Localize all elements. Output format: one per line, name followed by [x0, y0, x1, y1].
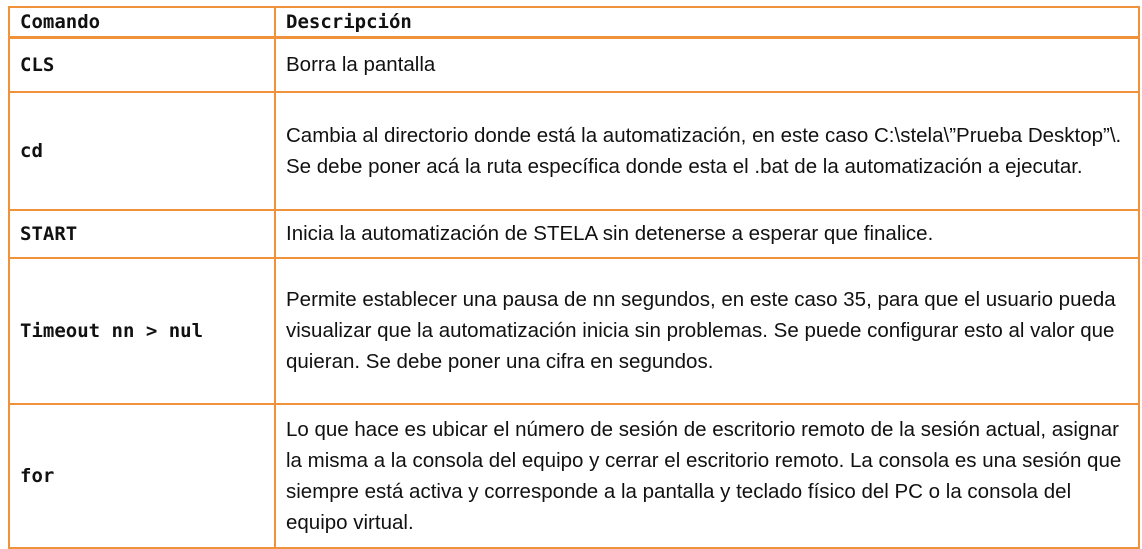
- description-cell: Cambia al directorio donde está la automatización, en este caso C:\stela\”Prueba Desktop”\. Se debe poner acá la ruta específica donde esta el .bat de la automatización a ejecutar.: [275, 92, 1139, 210]
- commands-table: [8, 6, 1140, 549]
- table-row: [9, 404, 1139, 548]
- description-cell: Inicia la automatización de STELA sin detenerse a esperar que finalice.: [275, 210, 1139, 258]
- command-cell: for: [9, 404, 275, 548]
- description-cell: Borra la pantalla: [275, 38, 1139, 92]
- command-cell: START: [9, 210, 275, 258]
- table-row: [9, 38, 1139, 92]
- description-cell: Lo que hace es ubicar el número de sesión de escritorio remoto de la sesión actual, asignar la misma a la consola del equipo y cerrar el escritorio remoto. La consola es una sesión que siempre está activa y corresponde a la pantalla y teclado físico del PC o la consola del equipo virtual.: [275, 404, 1139, 548]
- command-cell: Timeout nn > nul: [9, 258, 275, 404]
- command-cell: CLS: [9, 38, 275, 92]
- table-row: [9, 210, 1139, 258]
- table-row: [9, 258, 1139, 404]
- command-cell: cd: [9, 92, 275, 210]
- table-row: [9, 92, 1139, 210]
- table-header-row: [9, 7, 1139, 38]
- header-command: Comando: [9, 7, 275, 38]
- description-cell: Permite establecer una pausa de nn segundos, en este caso 35, para que el usuario pueda visualizar que la automatización inicia sin problemas. Se puede configurar esto al valor que quieran. Se debe poner una cifra en segundos.: [275, 258, 1139, 404]
- header-description: Descripción: [275, 7, 1139, 38]
